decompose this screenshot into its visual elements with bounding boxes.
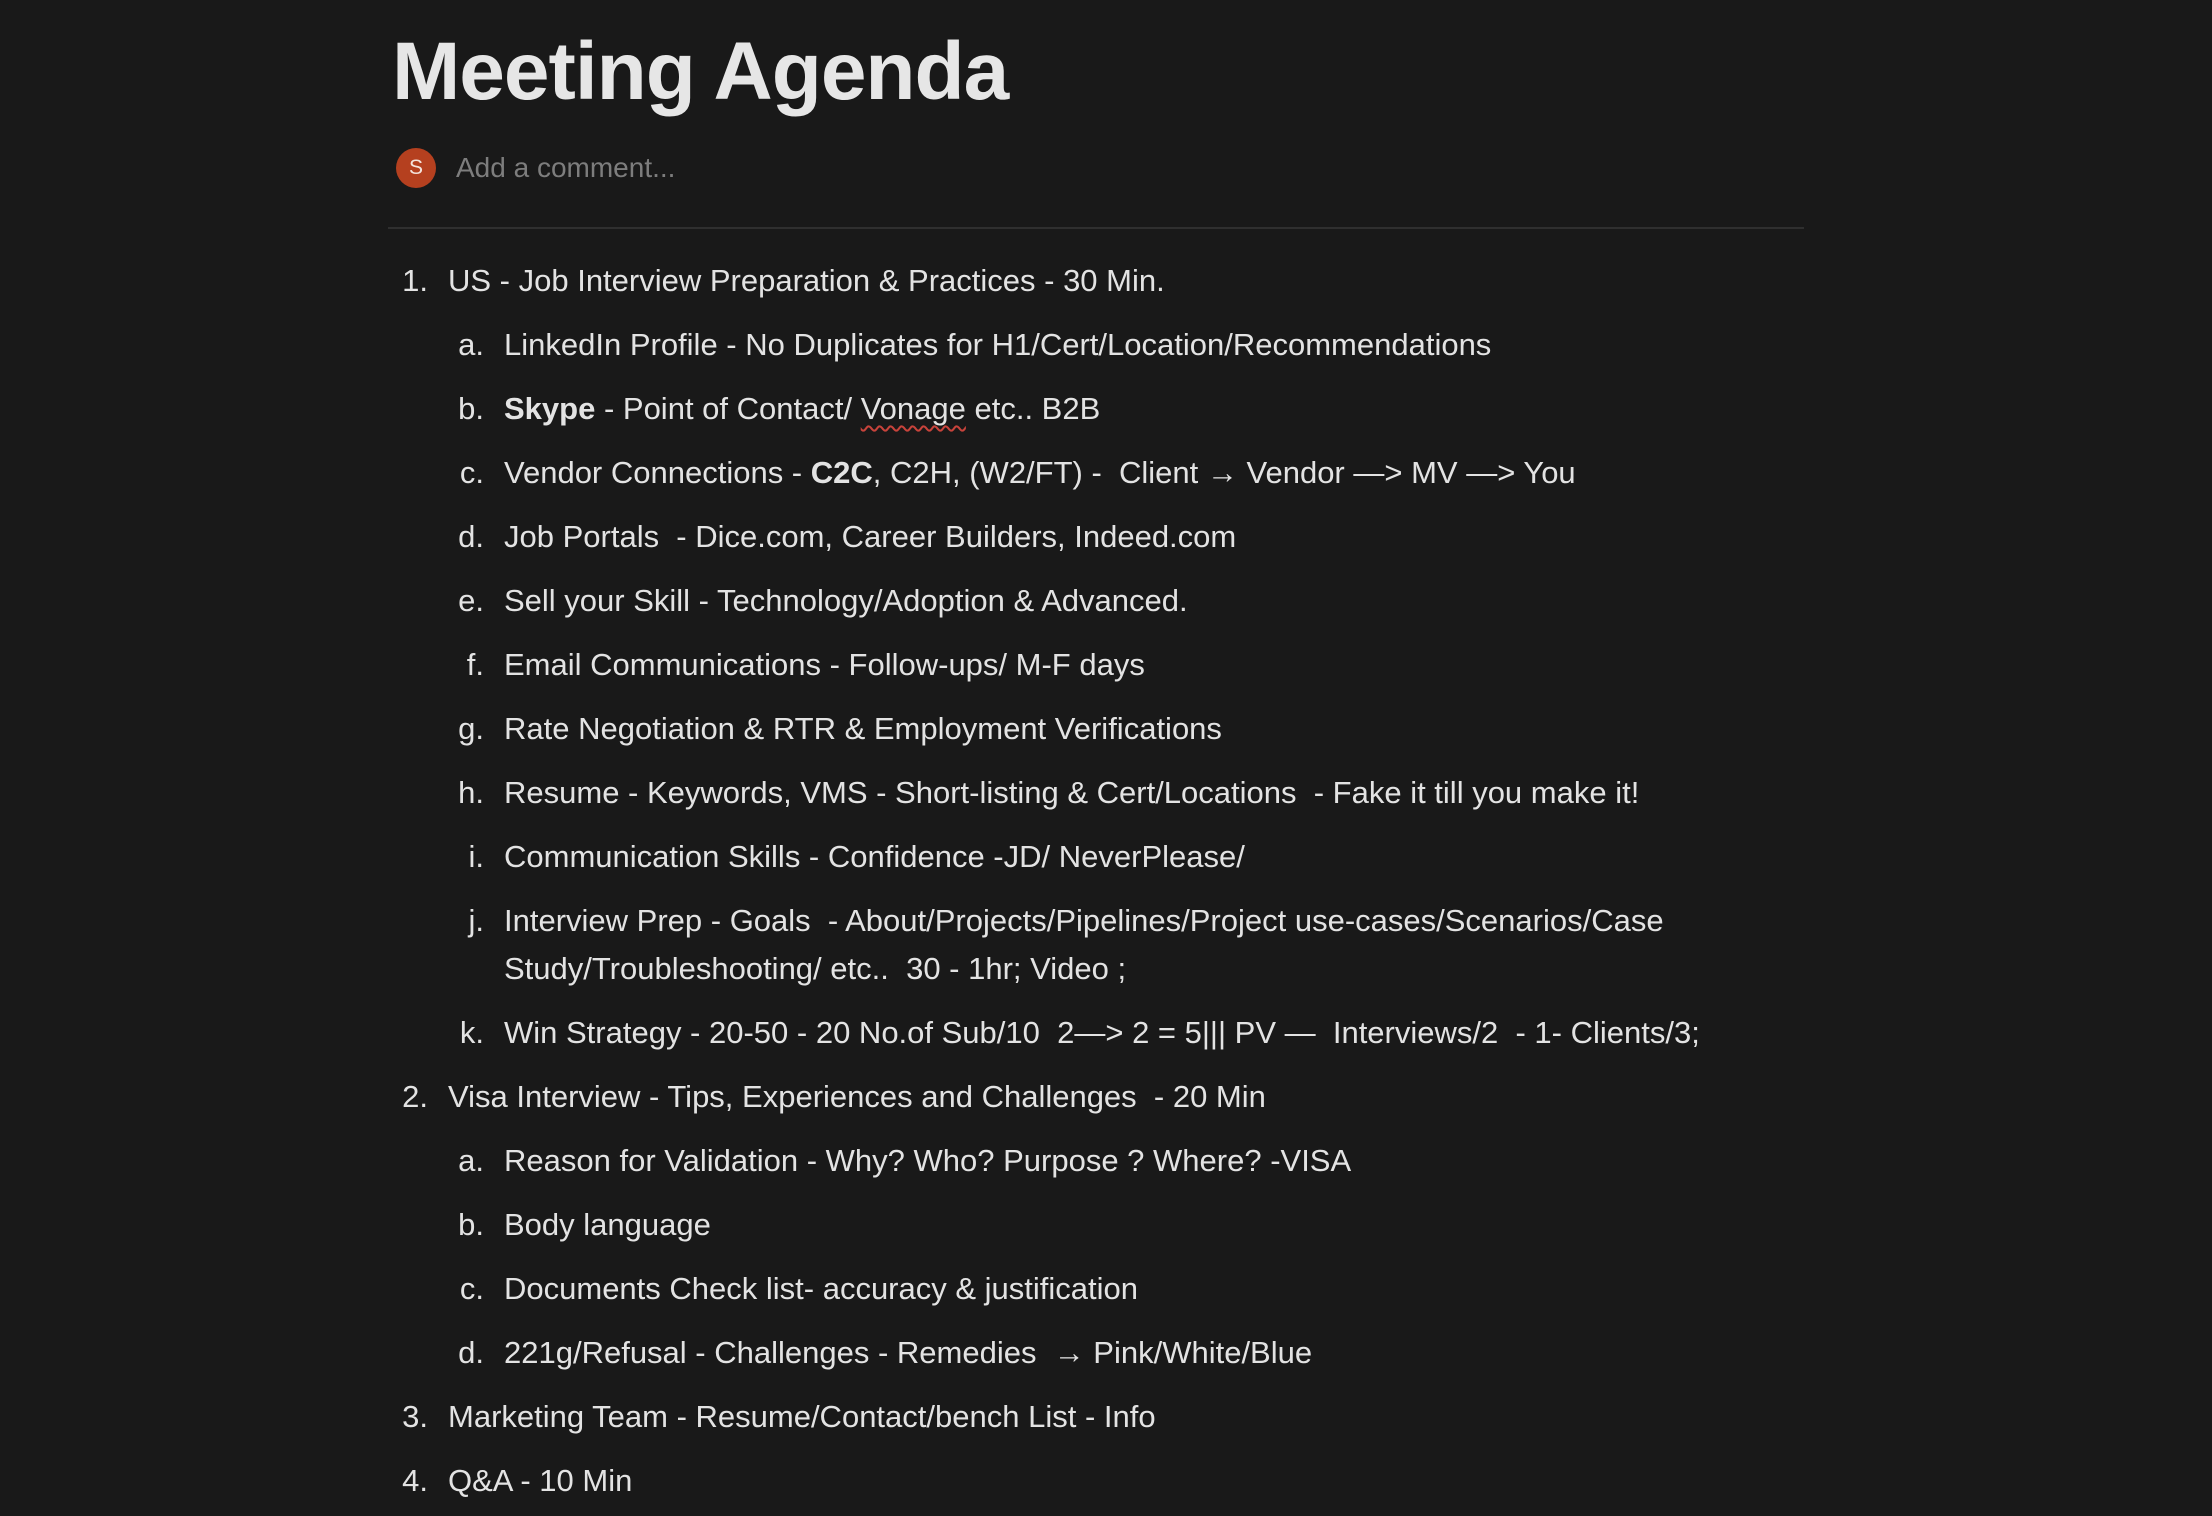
text-segment: etc.. B2B [965,391,1101,426]
text-segment: Email Communications - Follow-ups/ M-F days [504,647,1145,682]
divider [388,227,1804,229]
list-marker: c. [459,1271,484,1306]
list-marker: a. [458,327,484,362]
user-avatar[interactable]: S [396,148,436,188]
list-marker: 2. [402,1079,428,1114]
agenda-subitem[interactable] [388,513,1804,561]
agenda-subitem[interactable] [388,385,1804,433]
text-segment: 221g/Refusal - Challenges - Remedies → Pink/White/Blue [504,1335,1313,1370]
list-marker: d. [458,519,484,554]
list-marker: e. [458,583,484,618]
item-text [504,647,1145,682]
agenda-subitem[interactable] [388,897,1804,993]
text-segment: Documents Check list- accuracy & justification [504,1271,1139,1306]
item-text [448,1079,1266,1114]
agenda-subitem[interactable] [388,769,1804,817]
text-segment: Interview Prep - Goals - About/Projects/Pipelines/Project use-cases/Scenarios/Case Study/Troubleshooting/ etc.. 30 - 1hr; Video ; [504,903,1673,986]
text-segment: Resume - Keywords, VMS - Short-listing & Cert/Locations - Fake it till you make it! [504,775,1640,810]
text-segment: - Point of Contact/ [595,391,861,426]
item-text [504,903,1672,986]
agenda-item[interactable] [388,1073,1804,1121]
list-marker: j. [468,903,484,938]
list-marker: b. [458,1207,484,1242]
item-text [504,391,1100,426]
item-text [448,1399,1156,1434]
text-segment: Vendor Connections - [504,455,811,490]
item-text [504,1015,1700,1050]
agenda-subitem[interactable] [388,705,1804,753]
agenda-subitem[interactable] [388,577,1804,625]
agenda-subitem[interactable] [388,321,1804,369]
bold-text: Skype [504,391,596,426]
list-marker: i. [468,839,484,874]
item-text [504,583,1188,618]
list-marker: f. [466,647,484,682]
text-segment: Win Strategy - 20-50 - 20 No.of Sub/10 2—> 2 = 5||| PV — Interviews/2 - 1- Clients/3; [504,1015,1700,1050]
agenda-subitem[interactable] [388,833,1804,881]
agenda-item[interactable] [388,1393,1804,1441]
text-segment: Marketing Team - Resume/Contact/bench List - Info [448,1399,1156,1434]
agenda-subitem[interactable] [388,1329,1804,1377]
text-segment: LinkedIn Profile - No Duplicates for H1/Cert/Location/Recommendations [504,327,1492,362]
agenda-item[interactable] [388,257,1804,305]
add-comment-input[interactable] [456,152,1156,184]
text-segment: , C2H, (W2/FT) - Client → Vendor —> MV —> You [872,455,1576,490]
item-text [504,327,1491,362]
list-marker: 4. [402,1463,428,1498]
page-title[interactable]: Meeting Agenda [392,26,1009,117]
item-text [504,1143,1351,1178]
item-text [504,455,1576,490]
text-segment: Body language [504,1207,711,1242]
agenda-subitem[interactable] [388,1009,1804,1057]
agenda-subitem[interactable] [388,1137,1804,1185]
text-segment: Job Portals - Dice.com, Career Builders, Indeed.com [504,519,1237,554]
agenda-subitem[interactable] [388,641,1804,689]
text-segment: Sell your Skill - Technology/Adoption & Advanced. [504,583,1188,618]
agenda-subitem[interactable] [388,1265,1804,1313]
list-marker: d. [458,1335,484,1370]
misspelled-text: Vonage [860,391,966,426]
item-text [504,839,1245,874]
list-marker: h. [458,775,484,810]
text-segment: Reason for Validation - Why? Who? Purpose ? Where? -VISA [504,1143,1352,1178]
agenda-list [388,257,1804,1516]
text-segment: Rate Negotiation & RTR & Employment Verifications [504,711,1222,746]
item-text [504,1335,1312,1370]
bold-text: C2C [810,455,873,490]
list-marker: c. [459,455,484,490]
item-text [448,1463,632,1498]
list-marker: k. [459,1015,484,1050]
list-marker: 1. [402,263,428,298]
text-segment: Q&A - 10 Min [448,1463,633,1498]
agenda-subitem[interactable] [388,1201,1804,1249]
item-text [504,1271,1138,1306]
agenda-item[interactable] [388,1457,1804,1505]
list-marker: g. [458,711,484,746]
item-text [504,775,1639,810]
list-marker: a. [458,1143,484,1178]
text-segment: US - Job Interview Preparation & Practices - 30 Min. [448,263,1165,298]
list-marker: b. [458,391,484,426]
item-text [504,1207,711,1242]
list-marker: 3. [402,1399,428,1434]
item-text [448,263,1165,298]
agenda-subitem[interactable] [388,449,1804,497]
text-segment: Communication Skills - Confidence -JD/ NeverPlease/ [504,839,1245,874]
comment-row [396,147,1156,189]
text-segment: Visa Interview - Tips, Experiences and Challenges - 20 Min [448,1079,1266,1114]
item-text [504,519,1236,554]
item-text [504,711,1222,746]
